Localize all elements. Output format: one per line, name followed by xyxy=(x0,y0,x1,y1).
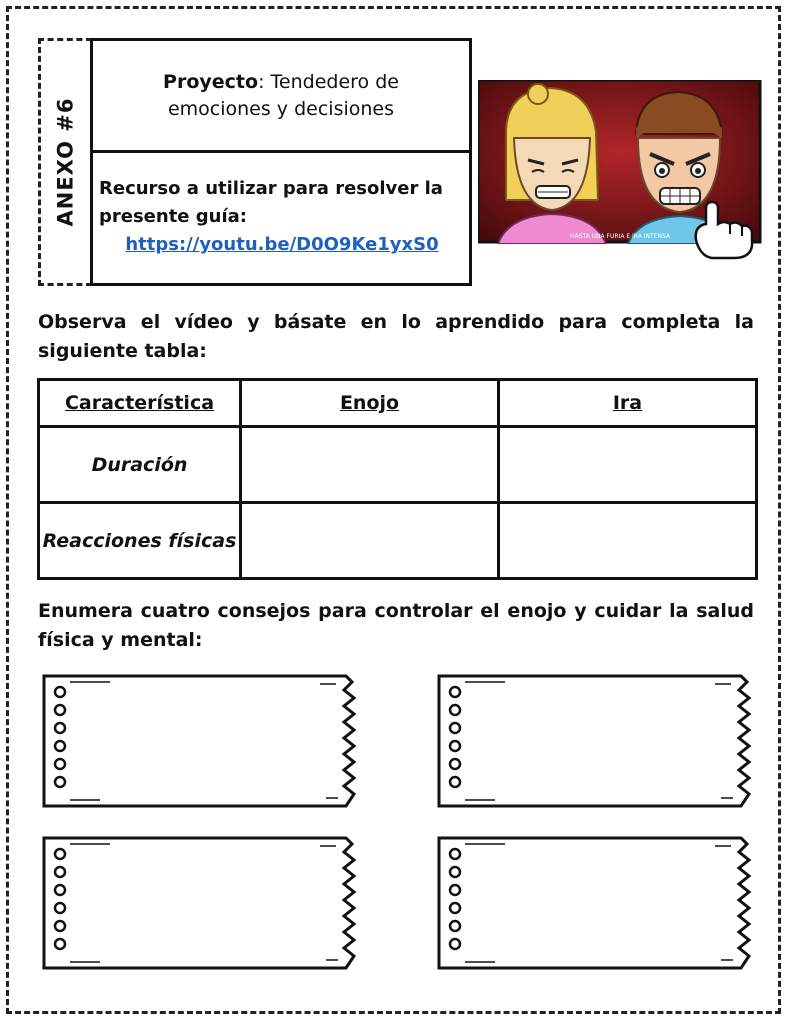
tip-note-3[interactable] xyxy=(40,834,360,974)
cell-reacciones-ira[interactable] xyxy=(499,503,757,579)
notepad-icon xyxy=(40,834,360,974)
project-label: Proyecto xyxy=(163,70,259,93)
notepad-icon xyxy=(40,672,360,812)
illustration-caption: HASTA UNA FURIA E IRA INTENSA xyxy=(570,233,670,240)
row-label-duracion: Duración xyxy=(39,427,241,503)
project-header: Proyecto: Tendedero de emociones y decisiones xyxy=(93,41,469,153)
tip-note-4[interactable] xyxy=(435,834,755,974)
cell-duracion-ira[interactable] xyxy=(499,427,757,503)
resource-link[interactable]: https://youtu.be/D0O9Ke1yxS0 xyxy=(125,234,439,255)
table-row xyxy=(39,427,757,503)
cell-reacciones-enojo[interactable] xyxy=(241,503,499,579)
header-ira: Ira xyxy=(499,380,757,427)
pointing-hand-icon xyxy=(690,200,758,262)
table-instructions: Observa el vídeo y básate en lo aprendido para completa la siguiente tabla: xyxy=(38,311,754,362)
project-title: Tendedero de emociones y decisiones xyxy=(167,70,399,120)
header-characteristic: Característica xyxy=(39,380,241,427)
table-row xyxy=(39,503,757,579)
row-label-reacciones: Reacciones físicas xyxy=(39,503,241,579)
annex-label-container xyxy=(38,38,92,286)
tip-note-2[interactable] xyxy=(435,672,755,812)
emotions-table xyxy=(37,378,758,580)
notepad-icon xyxy=(435,834,755,974)
project-box xyxy=(90,38,472,286)
header-enojo: Enojo xyxy=(241,380,499,427)
resource-text: Recurso a utilizar para resolver la presente guía: xyxy=(99,178,443,227)
resource-section xyxy=(93,153,469,283)
table-header-row xyxy=(39,380,757,427)
tip-note-1[interactable] xyxy=(40,672,360,812)
tips-instructions: Enumera cuatro consejos para controlar el enojo y cuidar la salud física y mental: xyxy=(38,600,754,651)
notepad-icon xyxy=(435,672,755,812)
annex-label: ANEXO #6 xyxy=(53,97,77,227)
cell-duracion-enojo[interactable] xyxy=(241,427,499,503)
